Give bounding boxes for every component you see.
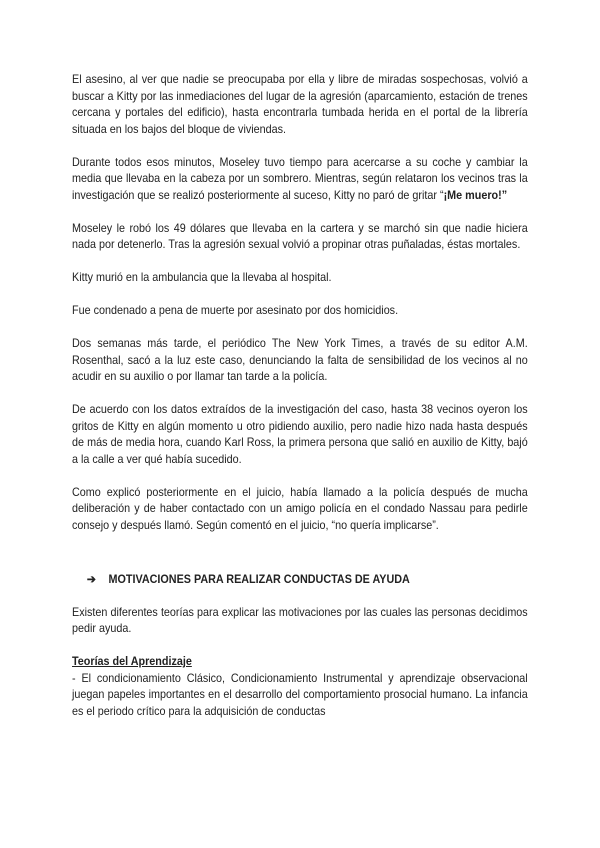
quote-close: ” xyxy=(501,188,508,202)
paragraph-newspaper: Dos semanas más tarde, el periódico The New York Times, a través de su editor A.M. Rosenthal, sacó a la luz este caso, denunciando la falta de sensibilidad de los vecinos al no acudir en su auxilio o por llamar tan tarde a la policía. xyxy=(72,337,528,383)
paragraph-moseley-hat xyxy=(72,155,528,205)
document-page xyxy=(72,72,528,720)
section-heading-text: MOTIVACIONES PARA REALIZAR CONDUCTAS DE AYUDA xyxy=(108,573,410,586)
paragraph-investigation: De acuerdo con los datos extraídos de la investigación del caso, hasta 38 vecinos oyeron los gritos de Kitty en algún momento u otro pidiendo auxilio, pero nadie hizo nada hasta después de más de media hora, cuando Karl Ross, la primera persona que salió en auxilio de Kitty, bajó a la calle a ver qué había sucedido. xyxy=(72,403,528,466)
paragraph-ambulance: Kitty murió en la ambulancia que la llevaba al hospital. xyxy=(72,271,332,284)
paragraph-conditioning: - El condicionamiento Clásico, Condicionamiento Instrumental y aprendizaje observacional juegan papeles importantes en el desarrollo del comportamiento prosocial humano. La infancia es el periodo crítico para la adquisición de conductas xyxy=(72,671,528,718)
paragraph-assassin-search: El asesino, al ver que nadie se preocupaba por ella y libre de miradas sospechosas, volvió a buscar a Kitty por las inmediaciones del lugar de la agresión (aparcamiento, estación de trenes cercana y portales del edificio), hasta encontrarla tumbada herida en el portal de la librería situada en los bajos del bloque de viviendas. xyxy=(72,73,528,136)
paragraph-text: Durante todos esos minutos, Moseley tuvo tiempo para acercarse a su coche y cambiar la media que llevaba en la cabeza por un sombrero. Mientras, según relataron los vecinos tras la investigación que se realizó posteriormente al suceso, Kitty no paró de gritar “ xyxy=(72,155,528,202)
section-heading xyxy=(87,572,528,589)
subheading-learning-theories: Teorías del Aprendizaje xyxy=(72,655,192,668)
arrow-icon: ➔ xyxy=(86,573,96,586)
paragraph-sentence: Fue condenado a pena de muerte por asesinato por dos homicidios. xyxy=(72,304,399,317)
paragraph-trial: Como explicó posteriormente en el juicio, había llamado a la policía después de mucha deliberación y de haber contactado con un amigo policía en el condado Nassau para pedirle consejo y después llamó. Según comentó en el juicio, “no quería implicarse”. xyxy=(72,485,528,532)
paragraph-robbery: Moseley le robó los 49 dólares que llevaba en la cartera y se marchó sin que nadie hiciera nada por detenerlo. Tras la agresión sexual volvió a propinar otras puñaladas, éstas mortales. xyxy=(72,221,528,251)
bold-quote: ¡Me muero! xyxy=(443,188,502,202)
paragraph-theories-intro: Existen diferentes teorías para explicar las motivaciones por las cuales las personas decidimos pedir ayuda. xyxy=(72,605,528,635)
